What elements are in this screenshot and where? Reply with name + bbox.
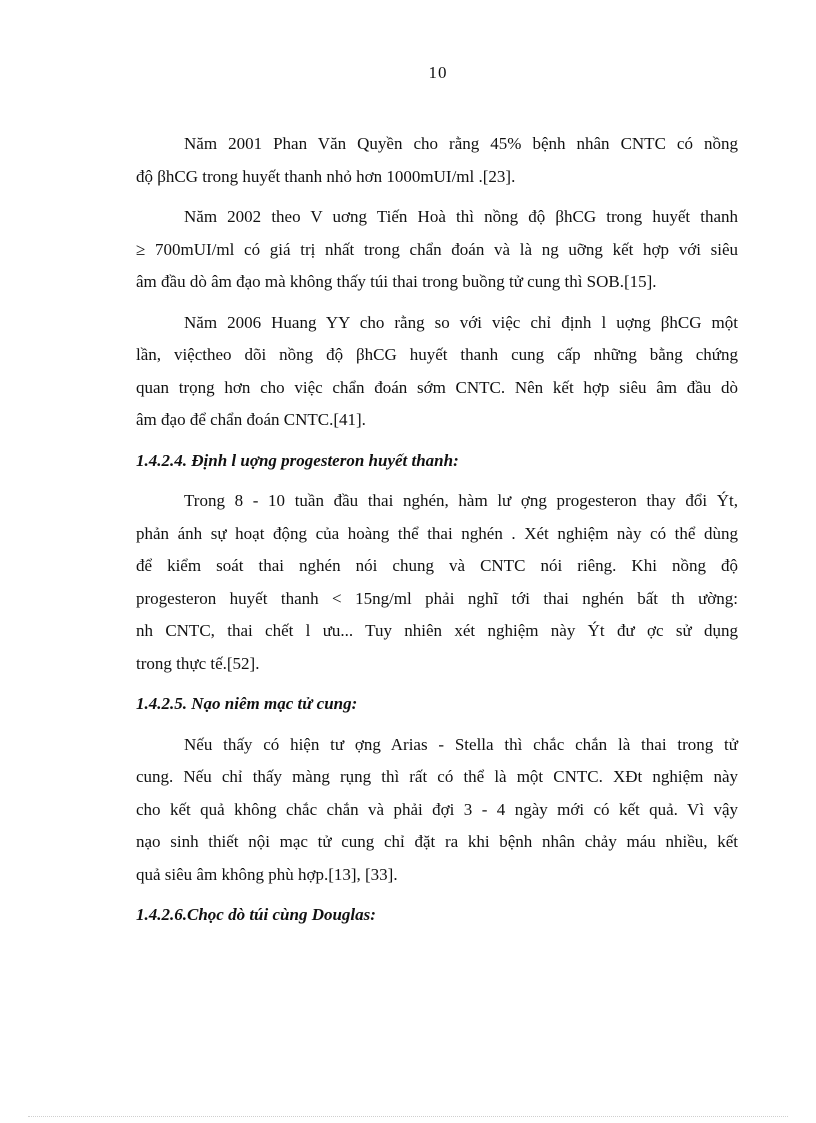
text-line: cho kết quả không chắc chắn và phải đợi 3 - 4 ngày mới có kết quả. Vì vậy — [136, 799, 738, 819]
text-line: cung. Nếu chỉ thấy màng rụng thì rất có thể là một CNTC. XÐt nghiệm này — [136, 767, 738, 786]
text-line: lần, việctheo dõi nồng độ βhCG huyết thanh cung cấp những bằng chứng — [136, 345, 738, 364]
text-line: trong thực tế.[52]. — [136, 653, 260, 673]
text-line: âm đầu dò âm đạo mà không thấy túi thai trong buồng tử cung thì SOB.[15]. — [136, 272, 657, 291]
text-line: để kiểm soát thai nghén nói chung và CNTC nói riêng. Khi nồng độ — [136, 556, 738, 575]
text-line: Năm 2002 theo V uơng Tiến Hoà thì nồng độ βhCG trong huyết thanh — [184, 207, 738, 226]
paragraph-progesterone — [136, 485, 738, 680]
text-line: nạo sinh thiết nội mạc tử cung chỉ đặt ra khi bệnh nhân chảy máu nhiều, kết — [136, 832, 738, 851]
text-line: Nếu thấy có hiện tư ợng Arias - Stella thì chắc chắn là thai trong tử — [184, 734, 738, 754]
section-heading-curettage: 1.4.2.5. Nạo niêm mạc tử cung: — [136, 694, 358, 713]
text-line: phản ánh sự hoạt động của hoàng thể thai nghén . Xét nghiệm này có thể dùng — [136, 523, 738, 543]
paragraph-phan-van-quyen — [136, 128, 738, 193]
page-number: 10 — [428, 63, 448, 82]
text-line: progesteron huyết thanh < 15ng/ml phải nghĩ tới thai nghén bất th ường: — [136, 588, 738, 608]
text-line: Trong 8 - 10 tuần đầu thai nghén, hàm lư ợng progesteron thay đổi Ýt, — [184, 491, 738, 510]
page-bottom-divider — [28, 1116, 788, 1117]
section-heading-progesterone: 1.4.2.4. Định l uợng progesteron huyết thanh: — [136, 450, 459, 470]
paragraph-curettage — [136, 729, 738, 892]
text-line: Năm 2006 Huang YY cho rằng so với việc chỉ định l uợng βhCG một — [184, 312, 738, 332]
text-line: quan trọng hơn cho việc chẩn đoán sớm CNTC. Nên kết hợp siêu âm đầu dò — [136, 377, 738, 397]
paragraph-huang-yy — [136, 307, 738, 437]
text-line: âm đạo để chẩn đoán CNTC.[41]. — [136, 410, 366, 429]
text-line: ≥ 700mUI/ml có giá trị nhất trong chẩn đoán và là ng uỡng kết hợp với siêu — [136, 239, 738, 259]
text-line: độ βhCG trong huyết thanh nhỏ hơn 1000mUI/ml .[23]. — [136, 166, 516, 186]
paragraph-vuong-tien-hoa — [136, 201, 738, 299]
page-content — [136, 128, 738, 940]
section-heading-douglas: 1.4.2.6.Chọc dò túi cùng Douglas: — [136, 905, 376, 924]
text-line: quả siêu âm không phù hợp.[13], [33]. — [136, 864, 398, 884]
text-line: Năm 2001 Phan Văn Quyền cho rằng 45% bệnh nhân CNTC có nồng — [184, 134, 738, 153]
text-line: nh CNTC, thai chết l ưu... Tuy nhiên xét nghiệm này Ýt đư ợc sử dụng — [136, 621, 738, 640]
